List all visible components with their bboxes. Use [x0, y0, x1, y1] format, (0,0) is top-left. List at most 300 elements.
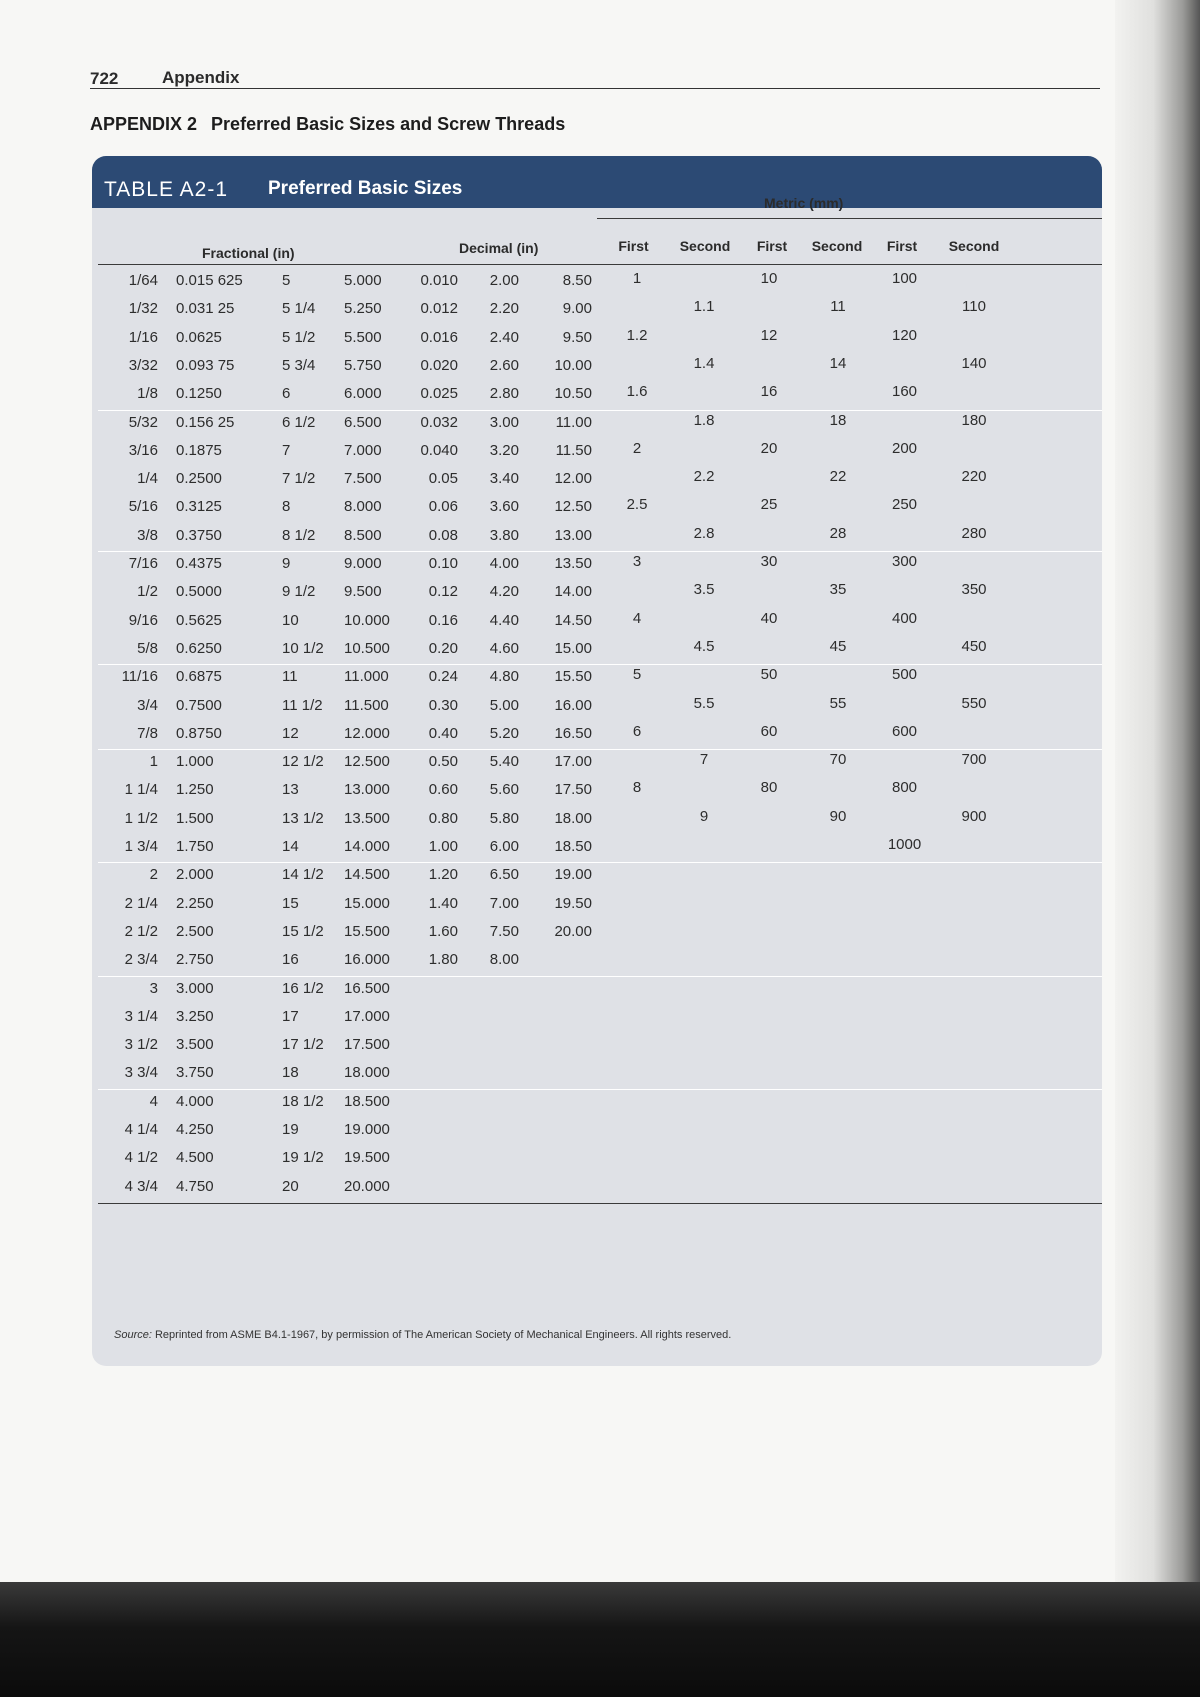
metric-cell: 20	[760, 439, 778, 457]
decimal-cell: 18.00	[554, 809, 592, 827]
fractional-cell: 13 1/2	[282, 809, 324, 827]
fractional-cell: 0.156 25	[176, 413, 235, 431]
fractional-cell: 5/32	[128, 413, 158, 431]
metric-header-4: First	[886, 238, 918, 254]
metric-cell: 4.5	[693, 637, 715, 655]
source-text: Reprinted from ASME B4.1-1967, by permission of The American Society of Mechanical Engineers. All rights reserved.	[154, 1329, 732, 1341]
fractional-cell: 12.500	[344, 753, 390, 771]
decimal-cell: 2.20	[489, 300, 519, 318]
decimal-cell: 6.50	[489, 866, 519, 884]
fractional-cell: 3 1/4	[124, 1007, 158, 1025]
metric-cell: 1000	[887, 836, 922, 853]
decimal-cell: 5.20	[489, 724, 519, 742]
fractional-cell: 2.000	[176, 866, 214, 884]
fractional-cell: 2	[149, 866, 158, 884]
decimal-cell: 2.80	[489, 385, 519, 403]
fractional-cell: 3/4	[137, 696, 158, 714]
fractional-cell: 19 1/2	[282, 1149, 324, 1167]
metric-cell: 9	[699, 807, 709, 825]
metric-cell: 100	[891, 270, 918, 287]
metric-cell: 3.5	[693, 581, 715, 599]
metric-cell: 7	[699, 751, 709, 769]
fractional-cell: 16	[282, 951, 299, 969]
decimal-cell: 15.50	[554, 668, 592, 686]
fractional-cell: 12.000	[344, 724, 390, 742]
fractional-cell: 4.750	[176, 1177, 214, 1195]
fractional-cell: 0.6875	[176, 668, 222, 686]
row-group-separator	[98, 551, 1102, 552]
fractional-cell: 1 1/4	[124, 781, 158, 799]
metric-cell: 35	[829, 581, 847, 599]
metric-cell: 2	[632, 439, 642, 457]
fractional-cell: 9.500	[344, 583, 382, 601]
fractional-cell: 1/32	[128, 300, 158, 318]
metric-cell: 600	[891, 722, 918, 740]
row-group-separator	[98, 664, 1102, 665]
decimal-cell: 12.00	[554, 470, 592, 488]
decimal-cell: 0.60	[428, 781, 458, 799]
fractional-cell: 11.000	[344, 668, 389, 686]
metric-cell: 5.5	[693, 694, 715, 712]
metric-cell: 1.2	[626, 326, 648, 344]
decimal-cell: 5.40	[489, 753, 519, 771]
decimal-cell: 0.40	[428, 724, 458, 742]
metric-cell: 30	[760, 553, 778, 570]
metric-cell: 1.4	[693, 354, 715, 372]
fractional-cell: 2.500	[176, 922, 214, 940]
decimal-cell: 8.50	[562, 272, 592, 289]
fractional-cell: 5/16	[128, 498, 158, 516]
fractional-cell: 8	[282, 498, 291, 516]
fractional-cell: 6 1/2	[282, 413, 316, 431]
metric-header-2: First	[756, 238, 788, 254]
book-spine-shadow	[1115, 0, 1200, 1697]
metric-cell: 550	[961, 694, 987, 712]
decimal-cell: 17.50	[554, 781, 592, 799]
fractional-cell: 0.3750	[176, 526, 222, 544]
decimal-cell: 6.00	[489, 838, 519, 855]
metric-cell: 1	[632, 270, 642, 287]
metric-cell: 90	[829, 807, 847, 825]
decimal-cell: 4.80	[489, 668, 519, 686]
decimal-cell: 14.00	[554, 583, 592, 601]
metric-cell: 22	[829, 468, 847, 486]
table-a2-1	[92, 156, 1102, 1366]
fractional-cell: 1/8	[137, 385, 158, 403]
decimal-cell: 4.00	[489, 555, 519, 572]
decimal-cell: 19.50	[554, 894, 592, 912]
fractional-cell: 7 1/2	[282, 470, 316, 488]
fractional-cell: 17	[282, 1007, 299, 1025]
metric-cell: 120	[891, 326, 918, 344]
decimal-cell: 2.60	[489, 356, 519, 374]
decimal-cell: 7.00	[489, 894, 519, 912]
fractional-cell: 1	[149, 753, 158, 771]
fractional-cell: 1 1/2	[124, 809, 158, 827]
metric-cell: 140	[961, 354, 987, 372]
fractional-cell: 4.250	[176, 1121, 214, 1138]
decimal-cell: 3.80	[489, 526, 519, 544]
decimal-cell: 13.00	[554, 526, 592, 544]
fractional-cell: 15.500	[344, 922, 390, 940]
fractional-cell: 10.500	[344, 639, 390, 657]
decimal-cell: 19.00	[554, 866, 592, 884]
bottom-rule	[98, 1203, 1102, 1204]
decimal-cell: 16.00	[554, 696, 592, 714]
fractional-cell: 4 1/2	[124, 1149, 158, 1167]
metric-cell: 250	[891, 496, 918, 514]
group-header-fractional: Fractional (in)	[202, 245, 295, 261]
decimal-cell: 9.50	[562, 328, 592, 346]
fractional-cell: 1/2	[137, 583, 158, 601]
group-header-decimal: Decimal (in)	[459, 240, 539, 256]
fractional-cell: 0.4375	[176, 555, 222, 572]
fractional-cell: 12	[282, 724, 299, 742]
fractional-cell: 0.3125	[176, 498, 222, 516]
metric-cell: 11	[830, 298, 846, 316]
fractional-cell: 16.000	[344, 951, 390, 969]
fractional-cell: 9.000	[344, 555, 382, 572]
decimal-cell: 1.60	[428, 922, 458, 940]
fractional-cell: 16.500	[344, 979, 390, 997]
fractional-cell: 0.5625	[176, 611, 222, 629]
decimal-cell: 0.16	[428, 611, 458, 629]
fractional-cell: 1.250	[176, 781, 214, 799]
fractional-cell: 10	[282, 611, 299, 629]
decimal-cell: 13.50	[554, 555, 592, 572]
running-header	[90, 66, 1100, 89]
metric-cell: 60	[760, 722, 778, 740]
appendix-label: APPENDIX 2	[90, 114, 198, 134]
fractional-cell: 6	[282, 385, 291, 403]
decimal-cell: 18.50	[554, 838, 592, 855]
page-number: 722	[90, 69, 119, 88]
fractional-cell: 7/16	[128, 555, 158, 572]
metric-cell: 2.8	[693, 524, 715, 542]
metric-cell: 5	[632, 666, 642, 684]
decimal-cell: 3.60	[489, 498, 519, 516]
metric-cell: 14	[829, 354, 847, 372]
decimal-cell: 11.50	[555, 441, 592, 459]
metric-group-rule	[597, 218, 1102, 219]
fractional-cell: 14	[282, 838, 299, 855]
fractional-cell: 4 1/4	[124, 1121, 158, 1138]
metric-cell: 6	[632, 722, 642, 740]
metric-cell: 8	[632, 779, 642, 797]
metric-cell: 200	[891, 439, 918, 457]
fractional-cell: 4	[149, 1092, 158, 1110]
fractional-cell: 4.000	[176, 1092, 214, 1110]
decimal-cell: 0.50	[428, 753, 458, 771]
fractional-cell: 0.5000	[176, 583, 222, 601]
fractional-cell: 15	[282, 894, 299, 912]
fractional-cell: 0.093 75	[176, 356, 235, 374]
fractional-cell: 14 1/2	[282, 866, 324, 884]
metric-cell: 300	[891, 553, 918, 570]
fractional-cell: 17 1/2	[282, 1036, 324, 1054]
fractional-cell: 20	[282, 1177, 299, 1195]
fractional-cell: 19	[282, 1121, 299, 1138]
metric-cell: 1.8	[693, 411, 715, 429]
decimal-cell: 0.20	[428, 639, 458, 657]
fractional-cell: 2 1/4	[124, 894, 158, 912]
decimal-cell: 10.00	[554, 356, 592, 374]
decimal-cell: 3.20	[489, 441, 519, 459]
metric-cell: 18	[829, 411, 847, 429]
table-label: TABLE A2-1	[104, 178, 229, 201]
scan-bottom-shadow	[0, 1582, 1200, 1697]
fractional-cell: 20.000	[344, 1177, 390, 1195]
fractional-cell: 3/8	[137, 526, 158, 544]
fractional-cell: 9 1/2	[282, 583, 316, 601]
fractional-cell: 18	[282, 1064, 299, 1082]
metric-cell: 10	[760, 270, 778, 287]
metric-header-5: Second	[948, 238, 1000, 254]
fractional-cell: 0.031 25	[176, 300, 235, 318]
metric-cell: 50	[760, 666, 778, 684]
decimal-cell: 5.60	[489, 781, 519, 799]
table-title: Preferred Basic Sizes	[268, 178, 463, 199]
fractional-cell: 1/4	[137, 470, 158, 488]
decimal-cell: 0.025	[420, 385, 458, 403]
metric-cell: 400	[891, 609, 918, 627]
decimal-cell: 5.00	[489, 696, 519, 714]
decimal-cell: 0.05	[428, 470, 458, 488]
fractional-cell: 0.6250	[176, 639, 222, 657]
fractional-cell: 18.000	[344, 1064, 390, 1082]
fractional-cell: 1 3/4	[124, 838, 158, 855]
fractional-cell: 11/16	[121, 668, 158, 686]
fractional-cell: 12 1/2	[282, 753, 324, 771]
fractional-cell: 3.250	[176, 1007, 214, 1025]
fractional-cell: 5.750	[344, 356, 382, 374]
metric-cell: 45	[829, 637, 847, 655]
fractional-cell: 10.000	[344, 611, 390, 629]
decimal-cell: 0.80	[428, 809, 458, 827]
fractional-cell: 15.000	[344, 894, 390, 912]
row-group-separator	[98, 749, 1102, 750]
decimal-cell: 0.06	[428, 498, 458, 516]
decimal-cell: 20.00	[554, 922, 592, 940]
metric-cell: 900	[961, 807, 987, 825]
fractional-cell: 2 1/2	[124, 922, 158, 940]
decimal-cell: 0.08	[428, 526, 458, 544]
fractional-cell: 15 1/2	[282, 922, 324, 940]
decimal-cell: 5.80	[489, 809, 519, 827]
fractional-cell: 14.000	[344, 838, 390, 855]
decimal-cell: 1.20	[428, 866, 458, 884]
decimal-cell: 8.00	[489, 951, 519, 969]
decimal-cell: 0.020	[420, 356, 458, 374]
fractional-cell: 4.500	[176, 1149, 214, 1167]
decimal-cell: 15.00	[554, 639, 592, 657]
decimal-cell: 2.40	[489, 328, 519, 346]
metric-cell: 350	[961, 581, 987, 599]
decimal-cell: 17.00	[554, 753, 592, 771]
metric-cell: 28	[829, 524, 847, 542]
decimal-cell: 0.012	[420, 300, 458, 318]
fractional-cell: 5/8	[137, 639, 158, 657]
fractional-cell: 19.500	[344, 1149, 390, 1167]
row-group-separator	[98, 976, 1102, 977]
fractional-cell: 17.000	[344, 1007, 390, 1025]
metric-cell: 40	[760, 609, 778, 627]
fractional-cell: 6.500	[344, 413, 382, 431]
appendix-title: Preferred Basic Sizes and Screw Threads	[211, 114, 566, 134]
fractional-cell: 5 1/2	[282, 328, 316, 346]
decimal-cell: 7.50	[489, 922, 519, 940]
decimal-cell: 10.50	[554, 385, 592, 403]
decimal-cell: 16.50	[554, 724, 592, 742]
metric-cell: 2.5	[626, 496, 648, 514]
decimal-cell: 9.00	[562, 300, 592, 318]
fractional-cell: 2.250	[176, 894, 214, 912]
decimal-cell: 0.010	[420, 272, 458, 289]
fractional-cell: 0.2500	[176, 470, 222, 488]
decimal-cell: 3.40	[489, 470, 519, 488]
decimal-cell: 0.016	[420, 328, 458, 346]
metric-cell: 220	[961, 468, 987, 486]
fractional-cell: 16 1/2	[282, 979, 324, 997]
fractional-cell: 9	[282, 555, 291, 572]
decimal-cell: 12.50	[554, 498, 592, 516]
table-source-note	[114, 1329, 731, 1341]
metric-cell: 700	[961, 751, 987, 769]
decimal-cell: 3.00	[489, 413, 519, 431]
fractional-cell: 0.8750	[176, 724, 222, 742]
decimal-cell: 0.040	[420, 441, 458, 459]
metric-header-3: Second	[811, 238, 863, 254]
fractional-cell: 13.000	[344, 781, 390, 799]
fractional-cell: 7/8	[137, 724, 158, 742]
source-label: Source:	[114, 1329, 152, 1341]
decimal-cell: 14.50	[554, 611, 592, 629]
metric-cell: 180	[961, 411, 987, 429]
fractional-cell: 17.500	[344, 1036, 390, 1054]
metric-cell: 500	[891, 666, 918, 684]
metric-cell: 1.1	[693, 298, 715, 316]
fractional-cell: 5.000	[344, 272, 382, 289]
fractional-cell: 8 1/2	[282, 526, 316, 544]
fractional-cell: 8.000	[344, 498, 382, 516]
decimal-cell: 1.40	[428, 894, 458, 912]
decimal-cell: 2.00	[489, 272, 519, 289]
fractional-cell: 1.000	[176, 753, 214, 771]
fractional-cell: 14.500	[344, 866, 390, 884]
metric-cell: 70	[829, 751, 847, 769]
fractional-cell: 0.7500	[176, 696, 222, 714]
fractional-cell: 5.500	[344, 328, 382, 346]
header-rule	[98, 264, 1102, 265]
fractional-cell: 3.500	[176, 1036, 214, 1054]
decimal-cell: 0.10	[428, 555, 458, 572]
fractional-cell: 10 1/2	[282, 639, 324, 657]
fractional-cell: 11	[282, 668, 298, 686]
fractional-cell: 1/64	[128, 272, 158, 289]
fractional-cell: 2 3/4	[124, 951, 158, 969]
decimal-cell: 11.00	[555, 413, 592, 431]
metric-cell: 3	[632, 553, 642, 570]
fractional-cell: 0.1250	[176, 385, 222, 403]
fractional-cell: 0.1875	[176, 441, 222, 459]
metric-cell: 16	[760, 383, 778, 401]
metric-cell: 80	[760, 779, 778, 797]
metric-cell: 800	[891, 779, 918, 797]
fractional-cell: 5 3/4	[282, 356, 316, 374]
fractional-cell: 3/32	[128, 356, 158, 374]
decimal-cell: 4.20	[489, 583, 519, 601]
decimal-cell: 1.00	[428, 838, 458, 855]
metric-header-1: Second	[679, 238, 731, 254]
fractional-cell: 18 1/2	[282, 1092, 324, 1110]
metric-cell: 25	[760, 496, 778, 514]
fractional-cell: 3 3/4	[124, 1064, 158, 1082]
fractional-cell: 8.500	[344, 526, 382, 544]
metric-header-0: First	[618, 238, 649, 254]
decimal-cell: 0.12	[428, 583, 458, 601]
fractional-cell: 4 3/4	[124, 1177, 158, 1195]
fractional-cell: 7.500	[344, 470, 382, 488]
fractional-cell: 9/16	[128, 611, 158, 629]
fractional-cell: 0.0625	[176, 328, 222, 346]
fractional-cell: 7.000	[344, 441, 382, 459]
appendix-heading	[90, 114, 565, 135]
metric-cell: 12	[760, 326, 778, 344]
metric-cell: 160	[891, 383, 918, 401]
metric-cell: 110	[962, 298, 986, 316]
metric-cell: 55	[829, 694, 847, 712]
fractional-cell: 0.015 625	[176, 272, 243, 289]
fractional-cell: 7	[282, 441, 291, 459]
decimal-cell: 0.24	[428, 668, 458, 686]
row-group-separator	[98, 410, 1102, 411]
decimal-cell: 4.40	[489, 611, 519, 629]
fractional-cell: 3.750	[176, 1064, 214, 1082]
fractional-cell: 5.250	[344, 300, 382, 318]
fractional-cell: 2.750	[176, 951, 214, 969]
metric-cell: 280	[961, 524, 987, 542]
fractional-cell: 3	[149, 979, 158, 997]
fractional-cell: 19.000	[344, 1121, 390, 1138]
group-header-metric: Metric (mm)	[764, 195, 844, 211]
fractional-cell: 11 1/2	[282, 696, 323, 714]
metric-cell: 4	[632, 609, 642, 627]
fractional-cell: 6.000	[344, 385, 382, 403]
fractional-cell: 18.500	[344, 1092, 390, 1110]
fractional-cell: 1.750	[176, 838, 214, 855]
fractional-cell: 3 1/2	[124, 1036, 158, 1054]
metric-cell: 450	[961, 637, 987, 655]
fractional-cell: 13	[282, 781, 299, 799]
fractional-cell: 5 1/4	[282, 300, 316, 318]
decimal-cell: 4.60	[489, 639, 519, 657]
fractional-cell: 1.500	[176, 809, 214, 827]
decimal-cell: 1.80	[428, 951, 458, 969]
row-group-separator	[98, 862, 1102, 863]
table-title-bar	[92, 156, 1102, 208]
running-title: Appendix	[162, 68, 240, 87]
decimal-cell: 0.032	[420, 413, 458, 431]
metric-cell: 1.6	[626, 383, 648, 401]
fractional-cell: 1/16	[128, 328, 158, 346]
fractional-cell: 11.500	[344, 696, 389, 714]
fractional-cell: 3/16	[128, 441, 158, 459]
fractional-cell: 5	[282, 272, 291, 289]
decimal-cell: 0.30	[428, 696, 458, 714]
metric-cell: 2.2	[693, 468, 715, 486]
fractional-cell: 13.500	[344, 809, 390, 827]
row-group-separator	[98, 1089, 1102, 1090]
